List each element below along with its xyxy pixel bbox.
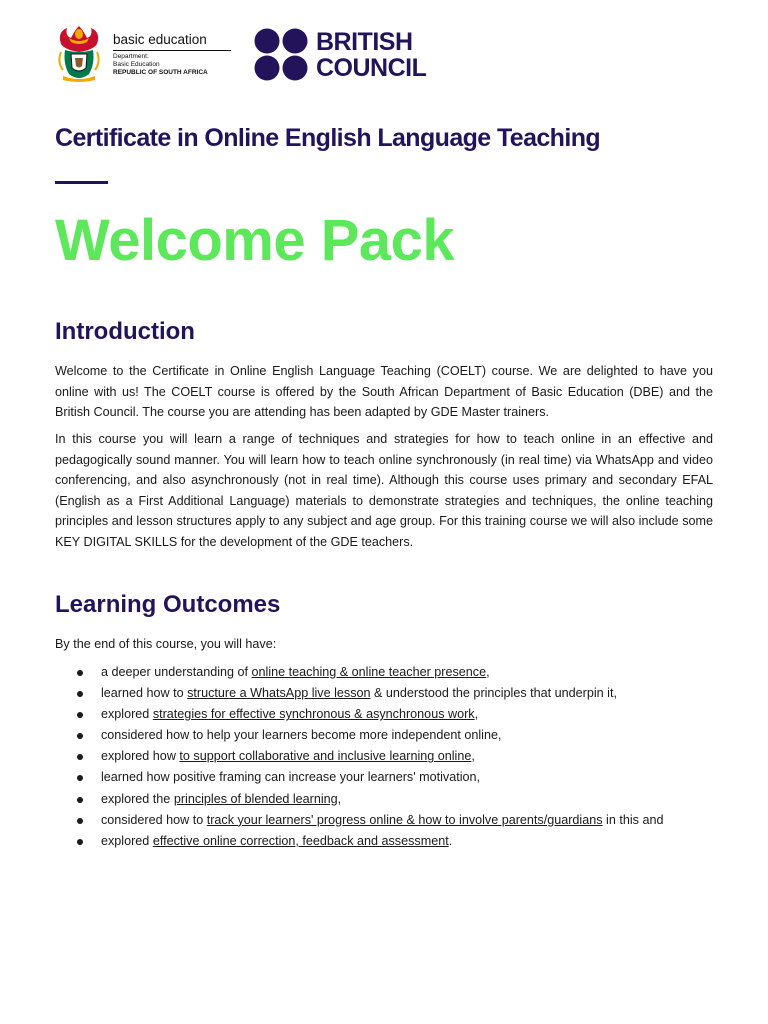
- bc-line-2: COUNCIL: [316, 54, 427, 82]
- introduction-paragraph-2: In this course you will learn a range of techniques and strategies for how to teach online in an effective and pedagogically sound manner. You will learn how to teach online synchronously (in real time) via WhatsApp and video conferencing, and also asynchronously (not in real time). Although this course uses primary and secondary EFAL (English as a First Additional Language) materials to demonstrate strategies and techniques, the online teaching principles and lesson structures apply to any subject and age group. For this training course we will also include some KEY DIGITAL SKILLS for the development of the GDE teachers.: [55, 432, 713, 549]
- outcome-text-suffix: ,: [486, 665, 490, 679]
- outcome-text: learned how to: [101, 686, 188, 701]
- outcome-item: [55, 767, 713, 788]
- outcome-text: explored the: [101, 791, 174, 806]
- outcome-text: a deeper understanding of: [101, 665, 252, 679]
- introduction-paragraph-1: Welcome to the Certificate in Online English Language Teaching (COELT) course. We are delighted to have you online with us! The COELT course is offered by the South African Department of Basic Education (DBE) and the British Council. The course you are attending has been adapted by GDE Master trainers.: [55, 364, 713, 419]
- bullet-icon: [77, 691, 83, 697]
- dbe-wordmark: [113, 32, 233, 77]
- outcome-link[interactable]: to support collaborative and inclusive learning online: [179, 749, 472, 764]
- bullet-icon: [77, 733, 83, 739]
- british-council-dots-icon: [254, 28, 310, 82]
- outcome-text-suffix: ,: [337, 791, 342, 806]
- bullet-icon: [77, 797, 83, 803]
- dbe-country: REPUBLIC OF SOUTH AFRICA: [113, 69, 208, 76]
- title-underline: [55, 181, 108, 184]
- bc-line-1: BRITISH: [316, 28, 413, 56]
- course-title: Certificate in Online English Language Teaching: [55, 124, 601, 152]
- outcome-text-suffix: .: [448, 833, 453, 848]
- outcome-text-suffix: ,: [474, 707, 479, 722]
- outcome-item: [55, 746, 713, 767]
- outcome-link[interactable]: online teaching & online teacher presence: [251, 665, 487, 679]
- outcome-text: considered how to: [101, 812, 207, 827]
- bullet-icon: [77, 670, 83, 676]
- outcome-text-suffix: in this and: [602, 812, 664, 827]
- outcome-item: [55, 831, 713, 852]
- bullet-icon: [77, 712, 83, 718]
- dbe-divider: [113, 50, 231, 51]
- outcome-item: [55, 725, 713, 746]
- outcome-text: explored: [101, 707, 153, 722]
- learning-outcomes-intro: By the end of this course, you will have:: [55, 637, 277, 651]
- outcome-text: explored: [101, 833, 153, 848]
- dbe-logo: [55, 22, 235, 84]
- outcome-link[interactable]: principles of blended learning: [173, 791, 338, 806]
- dbe-main-text: basic education: [113, 32, 207, 47]
- coat-of-arms-icon: [55, 24, 103, 82]
- bullet-icon: [77, 818, 83, 824]
- bullet-icon: [77, 775, 83, 781]
- welcome-heading: Welcome Pack: [55, 208, 455, 273]
- outcome-item: [55, 789, 713, 810]
- dbe-department-name: Basic Education: [113, 61, 160, 68]
- outcome-text-suffix: ,: [471, 749, 475, 764]
- outcome-text: learned how positive framing can increase your learners' motivation,: [101, 770, 481, 785]
- header-logos: [55, 22, 475, 86]
- outcome-item: [55, 704, 713, 725]
- bullet-icon: [77, 839, 83, 845]
- outcome-link[interactable]: structure a WhatsApp live lesson: [187, 686, 371, 701]
- outcome-text: explored how: [101, 749, 180, 764]
- british-council-logo: [254, 28, 454, 84]
- outcome-text: considered how to help your learners become more independent online,: [101, 728, 502, 743]
- outcome-text-suffix: & understood the principles that underpin it,: [370, 686, 617, 701]
- learning-outcomes-list: [55, 662, 713, 852]
- outcome-link[interactable]: track your learners' progress online & how to involve parents/guardians: [206, 812, 603, 827]
- outcome-link[interactable]: strategies for effective synchronous & asynchronous work: [152, 707, 475, 722]
- outcome-item: [55, 810, 713, 831]
- bullet-icon: [77, 754, 83, 760]
- dbe-department-label: Department:: [113, 53, 149, 60]
- learning-outcomes-heading: Learning Outcomes: [55, 591, 281, 618]
- outcome-item: [55, 683, 713, 704]
- introduction-heading: Introduction: [55, 318, 195, 345]
- british-council-wordmark: [316, 29, 426, 81]
- outcome-item: [55, 662, 713, 683]
- outcome-link[interactable]: effective online correction, feedback and assessment: [152, 833, 449, 848]
